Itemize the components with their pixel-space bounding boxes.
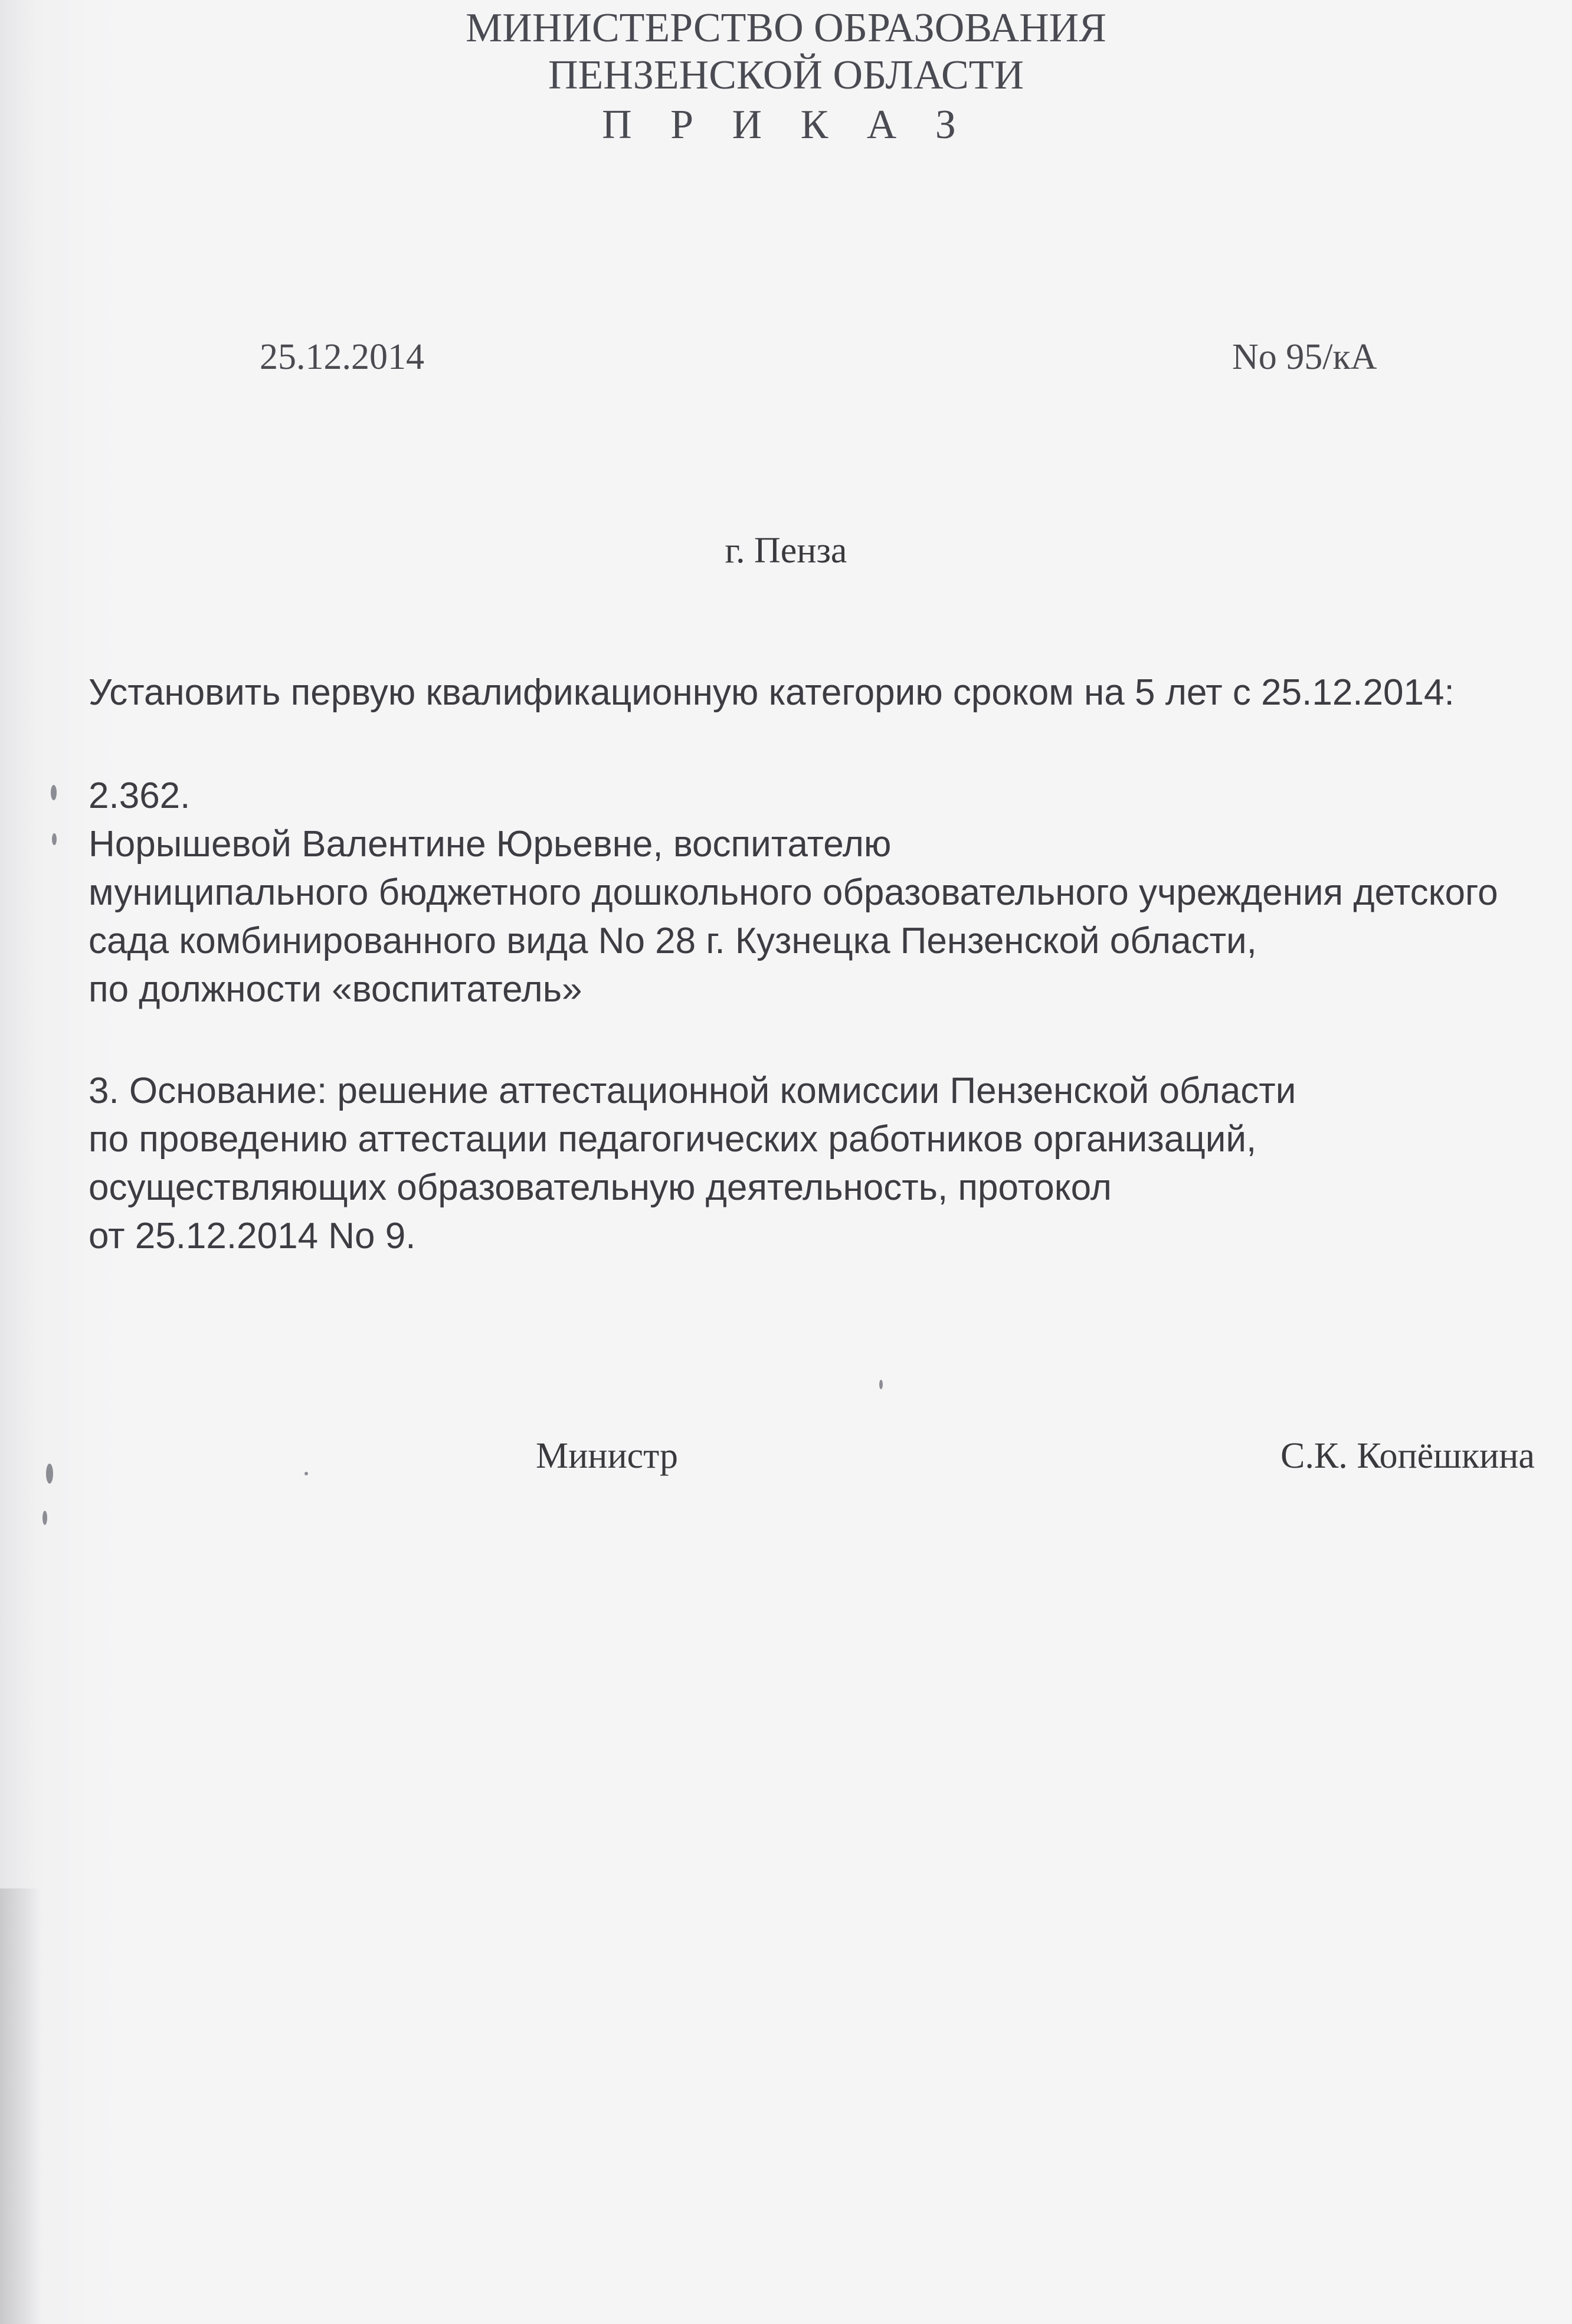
document-type: П Р И К А З (602, 102, 970, 148)
signatory-name: С.К. Копёшкина (1280, 1436, 1535, 1476)
ministry-name-line-2: ПЕНЗЕНСКОЙ ОБЛАСТИ (548, 53, 1024, 98)
order-statement: Установить первую квалификационную категорию сроком на 5 лет с 25.12.2014: (89, 672, 1455, 713)
item-organization-line-1: муниципального бюджетного дошкольного образовательного учреждения детского (89, 872, 1498, 913)
item-person: Норышевой Валентине Юрьевне, воспитателю (89, 824, 892, 865)
scan-speck (879, 1380, 883, 1389)
signatory-position: Министр (536, 1436, 679, 1476)
basis-line-2: по проведению аттестации педагогических работников организаций, (89, 1119, 1257, 1160)
item-number: 2.362. (89, 775, 191, 816)
item-position: по должности «воспитатель» (89, 969, 582, 1010)
scan-speck (46, 1464, 53, 1484)
basis-line-1: 3. Основание: решение аттестационной комиссии Пензенской области (89, 1071, 1296, 1111)
basis-line-4: от 25.12.2014 No 9. (89, 1216, 416, 1256)
order-number: No 95/кА (1232, 337, 1377, 377)
order-city: г. Пенза (725, 531, 847, 571)
basis-line-3: осуществляющих образовательную деятельность, протокол (89, 1167, 1112, 1208)
scan-edge-shadow (0, 1888, 41, 2324)
scan-speck (304, 1472, 308, 1475)
scan-speck (52, 833, 57, 845)
scan-speck (51, 785, 57, 800)
scan-speck (42, 1511, 47, 1525)
order-item (89, 772, 1498, 1014)
item-organization-line-2: сада комбинированного вида No 28 г. Кузнецка Пензенской области, (89, 921, 1257, 961)
order-date: 25.12.2014 (260, 337, 424, 377)
order-basis (89, 1067, 1296, 1261)
ministry-name-line-1: МИНИСТЕРСТВО ОБРАЗОВАНИЯ (466, 5, 1106, 51)
